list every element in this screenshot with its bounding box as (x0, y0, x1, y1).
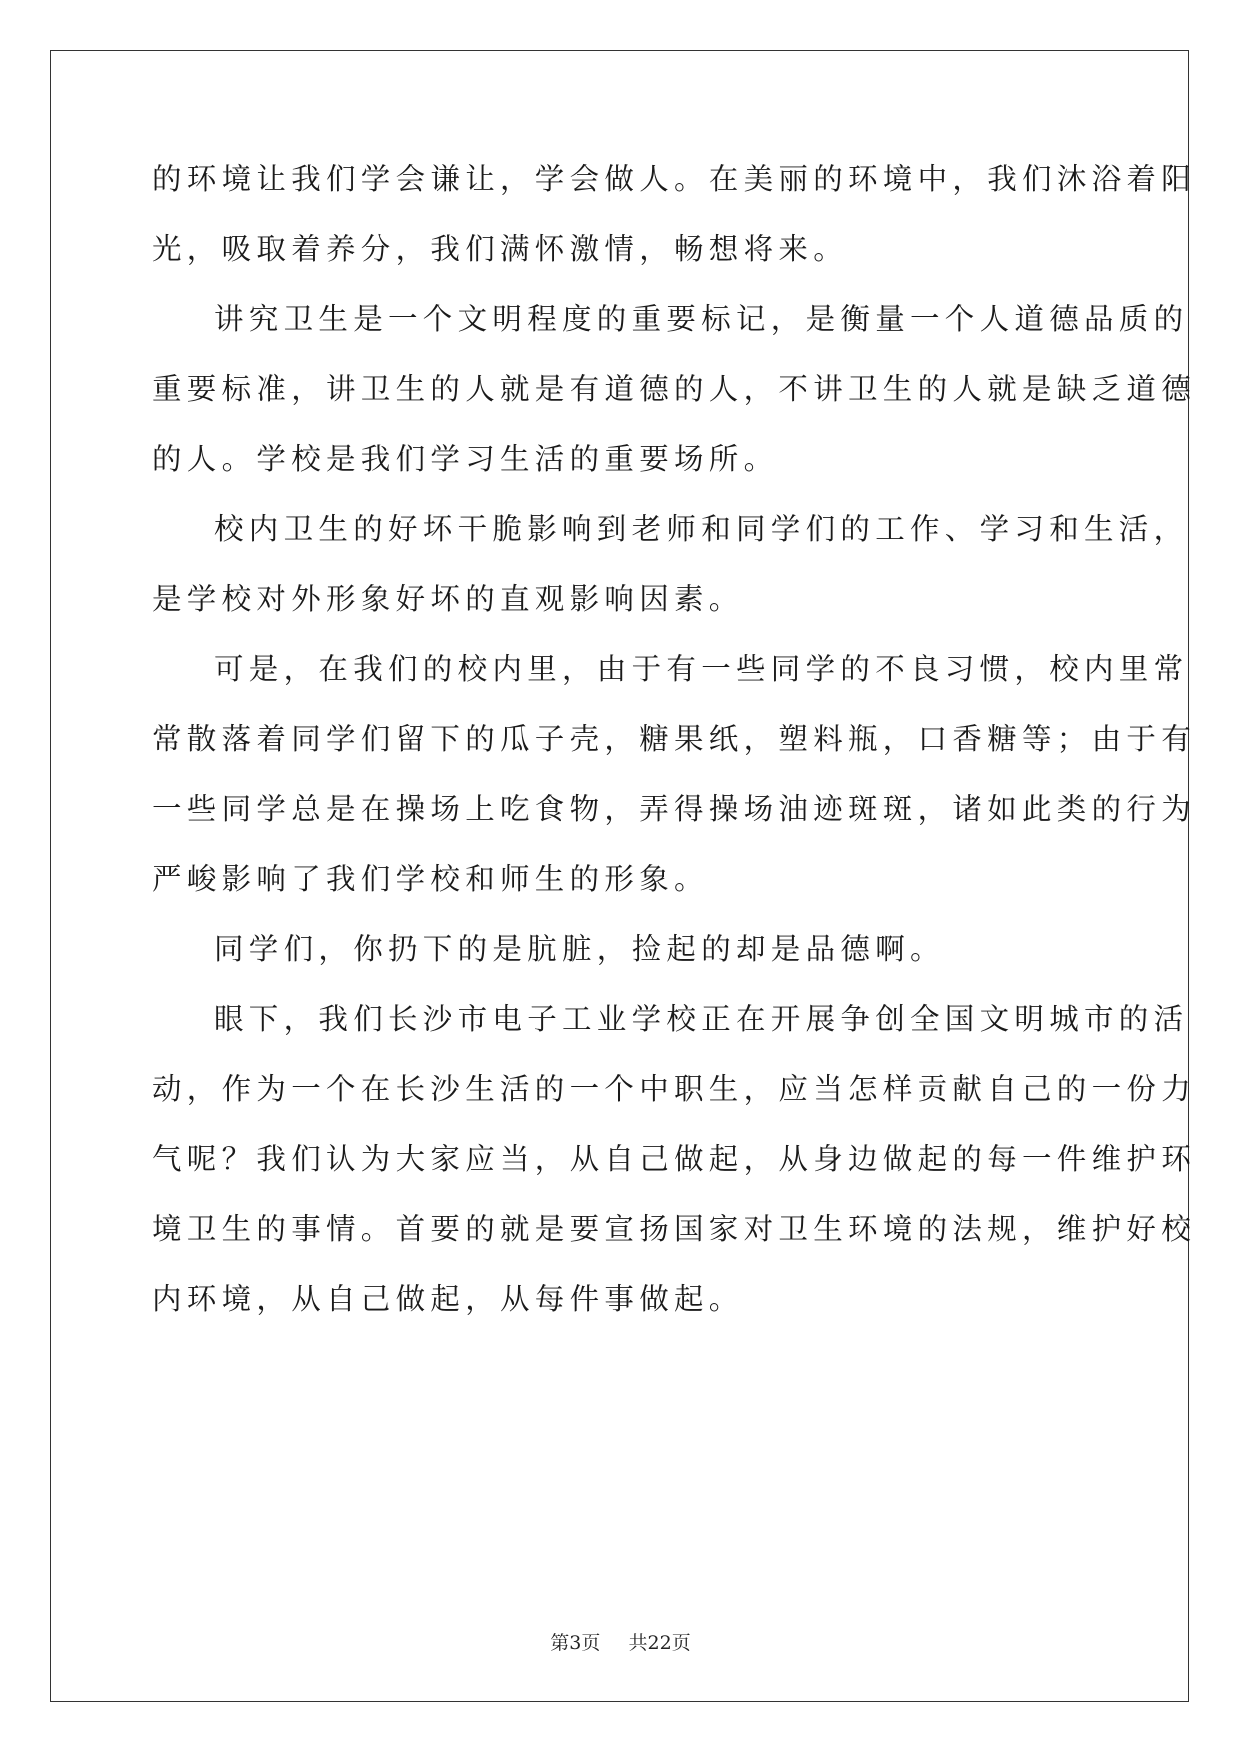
paragraph-first-line: 可是，在我们的校内里，由于有一些同学的不良习惯，校内里常 (214, 652, 1189, 686)
page-total: 共22页 (628, 1632, 691, 1654)
page-footer (0, 1628, 1241, 1655)
text-line: 常散落着同学们留下的瓜子壳，糖果纸，塑料瓶，口香糖等；由于有 (152, 722, 1197, 756)
text-line: 一些同学总是在操场上吃食物，弄得操场油迹斑斑，诸如此类的行为 (152, 792, 1197, 826)
text-line: 的环境让我们学会谦让，学会做人。在美丽的环境中，我们沐浴着阳 (152, 162, 1197, 196)
text-line: 的人。学校是我们学习生活的重要场所。 (152, 442, 779, 476)
paragraph-first-line: 讲究卫生是一个文明程度的重要标记，是衡量一个人道德品质的 (214, 302, 1189, 336)
text-line: 动，作为一个在长沙生活的一个中职生，应当怎样贡献自己的一份力 (152, 1072, 1197, 1106)
paragraph-first-line: 校内卫生的好坏干脆影响到老师和同学们的工作、学习和生活， (214, 512, 1189, 546)
text-line: 是学校对外形象好坏的直观影响因素。 (152, 582, 744, 616)
paragraph-first-line: 眼下，我们长沙市电子工业学校正在开展争创全国文明城市的活 (214, 1002, 1189, 1036)
text-line: 内环境，从自己做起，从每件事做起。 (152, 1282, 744, 1316)
paragraph-first-line: 同学们，你扔下的是肮脏，捡起的却是品德啊。 (214, 932, 945, 966)
text-line: 重要标准，讲卫生的人就是有道德的人，不讲卫生的人就是缺乏道德 (152, 372, 1197, 406)
text-line: 境卫生的事情。首要的就是要宣扬国家对卫生环境的法规，维护好校 (152, 1212, 1197, 1246)
text-line: 光，吸取着养分，我们满怀激情，畅想将来。 (152, 232, 849, 266)
text-line: 严峻影响了我们学校和师生的形象。 (152, 862, 709, 896)
page-number: 第3页 (550, 1632, 601, 1654)
text-line: 气呢？我们认为大家应当，从自己做起，从身边做起的每一件维护环 (152, 1142, 1197, 1176)
